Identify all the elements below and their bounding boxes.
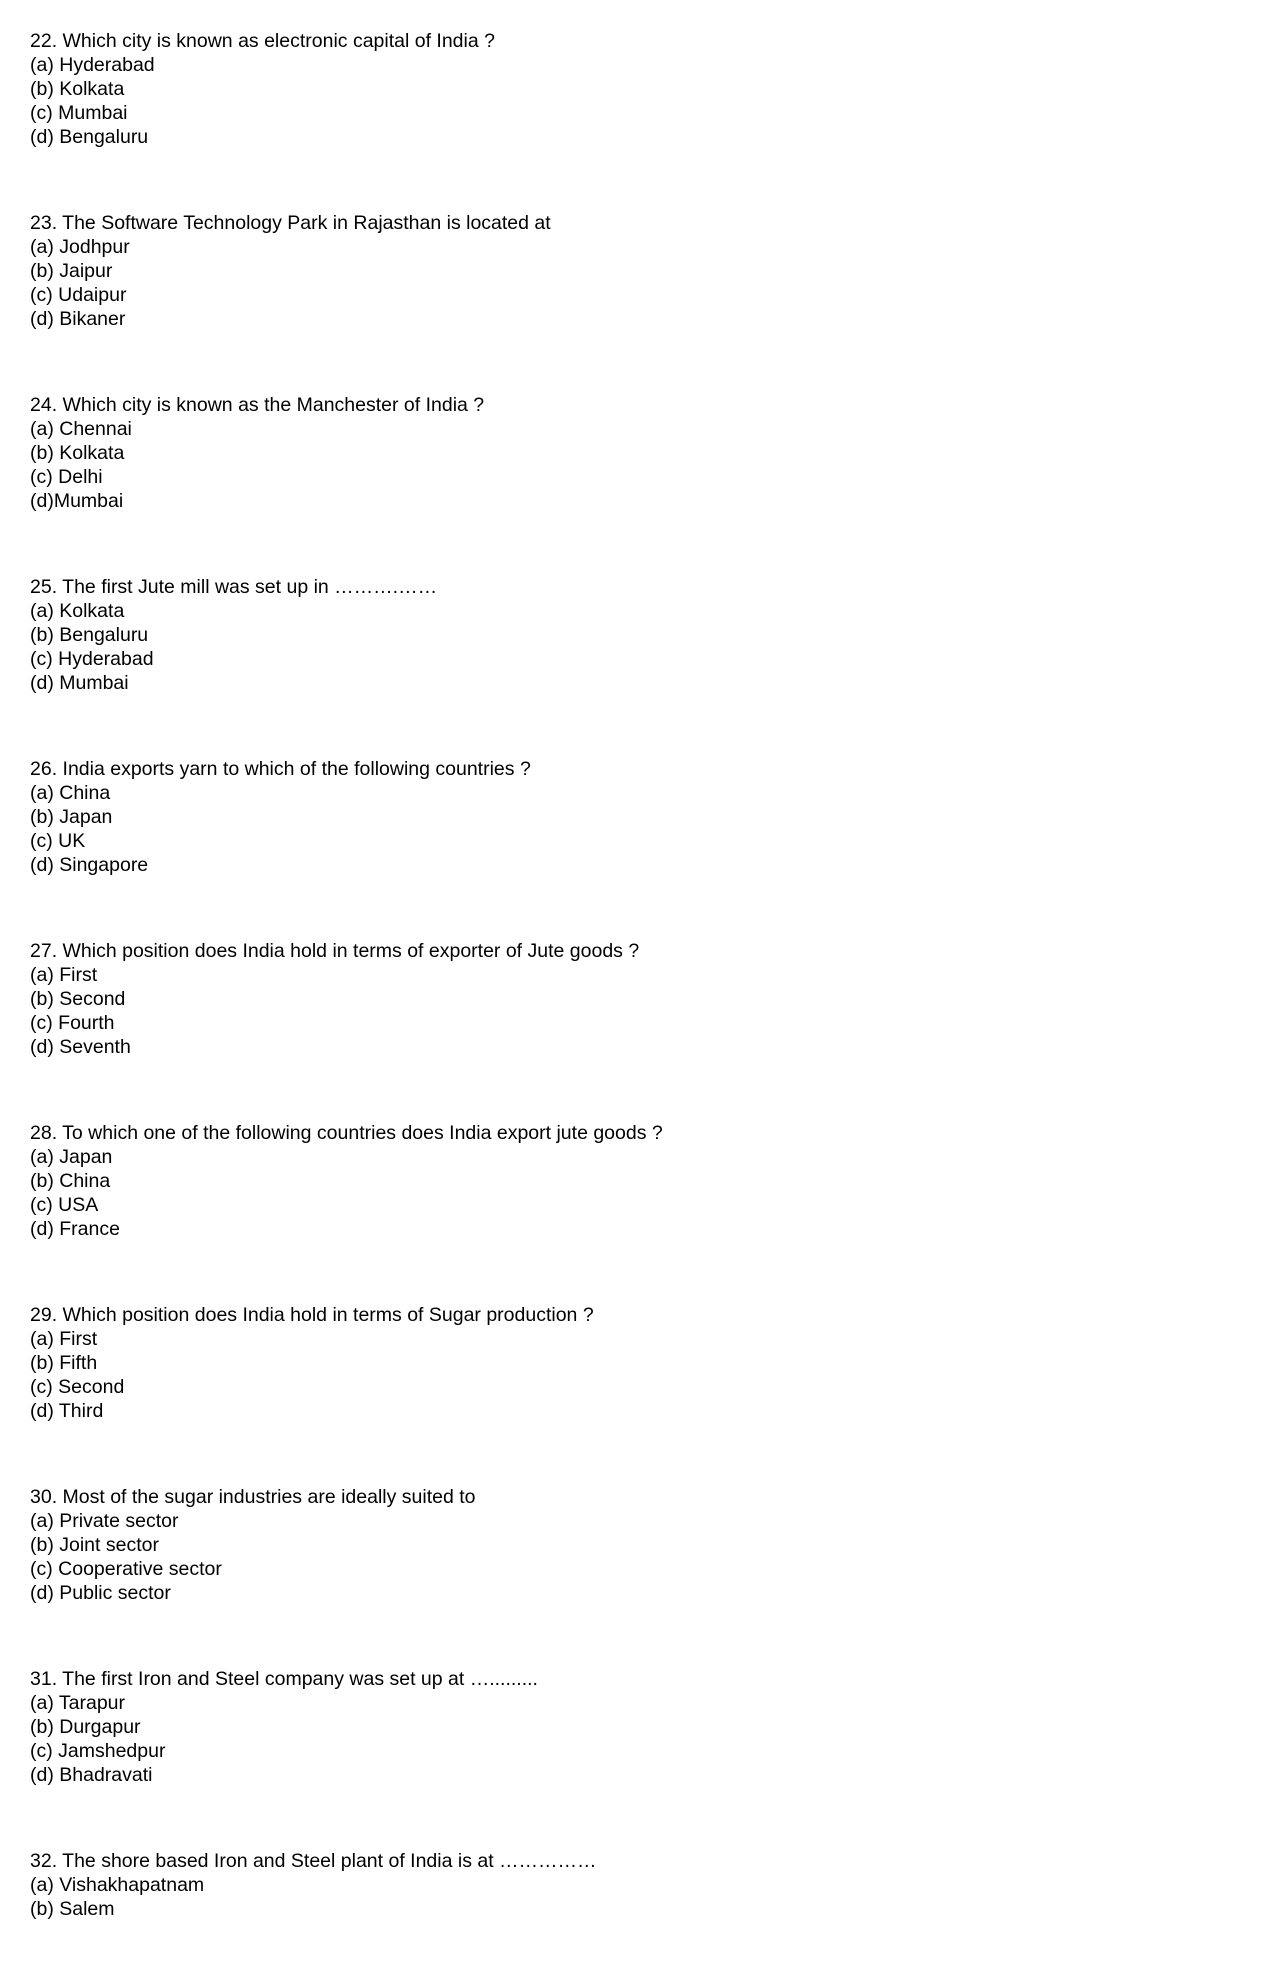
option-d: (d) Bikaner (30, 308, 126, 330)
option-a: (a) Tarapur (30, 1692, 126, 1714)
option-a: (a) First (30, 1328, 98, 1350)
option-a: (a) Private sector (30, 1510, 179, 1532)
question-26 (30, 757, 1245, 877)
option-a: (a) Hyderabad (30, 54, 155, 76)
option-d: (d) Bengaluru (30, 126, 149, 148)
question-text: 22. Which city is known as electronic capital of India ? (30, 30, 495, 52)
option-a: (a) Vishakhapatnam (30, 1874, 205, 1896)
option-b: (b) Second (30, 988, 126, 1010)
option-d: (d) Public sector (30, 1582, 171, 1604)
option-c: (c) Hyderabad (30, 648, 154, 670)
option-d: (d) Bhadravati (30, 1764, 153, 1786)
question-text: 23. The Software Technology Park in Rajasthan is located at (30, 212, 551, 234)
question-text: 24. Which city is known as the Manchester of India ? (30, 394, 485, 416)
question-text: 25. The first Jute mill was set up in ……….…… (30, 576, 438, 598)
option-d: (d) Singapore (30, 854, 149, 876)
option-b: (b) Japan (30, 806, 113, 828)
question-text: 26. India exports yarn to which of the following countries ? (30, 758, 531, 780)
option-b: (b) Jaipur (30, 260, 113, 282)
question-text: 29. Which position does India hold in terms of Sugar production ? (30, 1304, 594, 1326)
option-a: (a) Kolkata (30, 600, 125, 622)
option-d: (d) Mumbai (30, 672, 129, 694)
question-22 (30, 29, 1245, 149)
option-c: (c) UK (30, 830, 86, 852)
option-c: (c) Cooperative sector (30, 1558, 222, 1580)
option-c: (c) Mumbai (30, 102, 128, 124)
question-25 (30, 575, 1245, 695)
option-a: (a) China (30, 782, 111, 804)
option-a: (a) Chennai (30, 418, 132, 440)
question-24 (30, 393, 1245, 513)
option-a: (a) First (30, 964, 98, 986)
question-text: 27. Which position does India hold in terms of exporter of Jute goods ? (30, 940, 640, 962)
question-27 (30, 939, 1245, 1059)
option-b: (b) Durgapur (30, 1716, 141, 1738)
option-c: (c) Udaipur (30, 284, 127, 306)
question-29 (30, 1303, 1245, 1423)
option-d: (d)Mumbai (30, 490, 124, 512)
option-b: (b) Fifth (30, 1352, 98, 1374)
question-text: 32. The shore based Iron and Steel plant of India is at …………… (30, 1850, 597, 1872)
option-b: (b) Kolkata (30, 78, 125, 100)
question-text: 31. The first Iron and Steel company was set up at …......... (30, 1668, 538, 1690)
question-text: 28. To which one of the following countries does India export jute goods ? (30, 1122, 663, 1144)
question-30 (30, 1485, 1245, 1605)
question-page (30, 29, 1245, 1983)
option-b: (b) Salem (30, 1898, 115, 1920)
option-c: (c) Fourth (30, 1012, 115, 1034)
option-c: (c) Jamshedpur (30, 1740, 166, 1762)
option-d: (d) Third (30, 1400, 104, 1422)
question-28 (30, 1121, 1245, 1241)
question-23 (30, 211, 1245, 331)
option-b: (b) Kolkata (30, 442, 125, 464)
option-c: (c) Delhi (30, 466, 103, 488)
option-b: (b) Joint sector (30, 1534, 159, 1556)
option-c: (c) USA (30, 1194, 99, 1216)
question-text: 30. Most of the sugar industries are ideally suited to (30, 1486, 476, 1508)
option-b: (b) China (30, 1170, 111, 1192)
option-a: (a) Jodhpur (30, 236, 130, 258)
option-d: (d) Seventh (30, 1036, 131, 1058)
option-a: (a) Japan (30, 1146, 113, 1168)
option-d: (d) France (30, 1218, 120, 1240)
option-b: (b) Bengaluru (30, 624, 149, 646)
question-31 (30, 1667, 1245, 1787)
question-32 (30, 1849, 1245, 1921)
option-c: (c) Second (30, 1376, 125, 1398)
